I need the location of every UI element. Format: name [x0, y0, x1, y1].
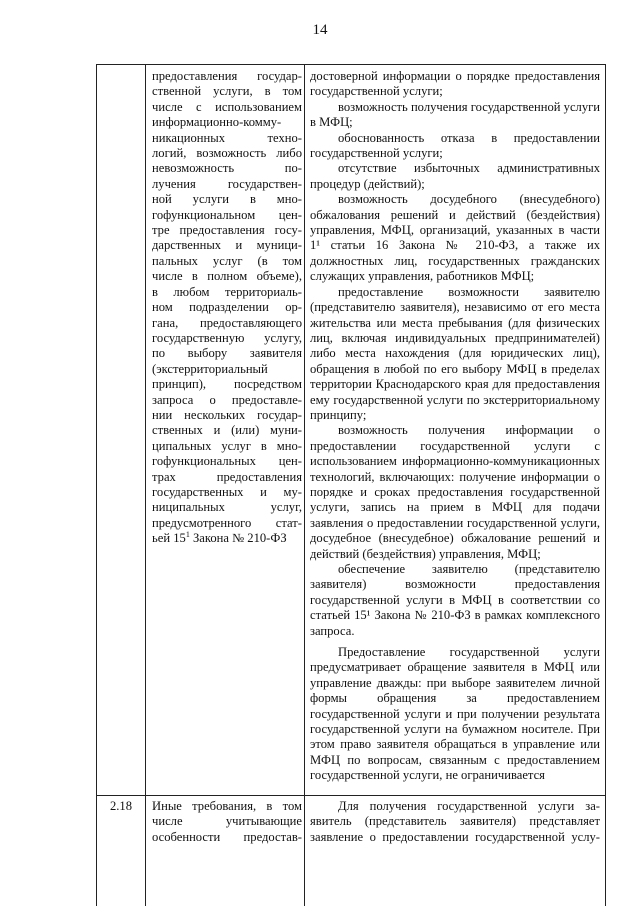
paragraph: обеспечение заявителю (представителю заявителя) возможности предоставления государственной услуги в МФЦ в соответствии со статьей 15¹ Закона № 210-ФЗ в рамках комплексного запроса. — [310, 562, 600, 638]
paragraph: возможность досудебного (внесудебного) обжалования решений и действий (бездействия) управления, МФЦ, организаций, указанных в части 1¹ статьи 16 Закона № 210-ФЗ, а также их должностных лиц, государственных гражданских служащих управления, работников МФЦ; — [310, 192, 600, 284]
paragraph: достоверной информации о порядке предоставления государственной услуги; — [310, 69, 600, 99]
paragraph: обоснованность отказа в предоставлении государственной услуги; — [310, 130, 600, 161]
column-divider-1 — [145, 65, 146, 906]
page-number: 14 — [312, 22, 328, 38]
row-text-cell: Для получения государственной услуги за- явитель (представитель заявителя) представляет заявление о предоставлении государственной услу- — [310, 799, 600, 844]
paragraph: возможность получения информации о предоставлении государственной услуги с использованием информационно-коммуникационных технологий, включающих: получение информации о порядке и сроках предоставления государственной услуги, запись на прием в МФЦ для подачи заявления о предоставлении государственной услуги, досудебное (внесудебное) обжалование решений и действий (бездействия) управления, МФЦ; — [310, 423, 600, 561]
paragraph: отсутствие избыточных административных процедур (действий); — [310, 161, 600, 191]
paragraph: предоставление возможности заявителю (представителю заявителя), независимо от его места жительства или места пребывания (для физических лиц, включая индивидуальных предпринимателей) либо места нахождения (для юридических лиц), обращения в любой по его выбору МФЦ в пределах территории Краснодарского края для предоставления ему государственной услуги по экстерриториальному принципу; — [310, 284, 600, 422]
row-title-cell: Иные требования, в том числе учитывающие особенности предостав- — [152, 799, 302, 844]
column-divider-2 — [304, 65, 305, 906]
document-table — [96, 64, 606, 906]
row-divider — [97, 795, 605, 796]
row-number-cell: 2.18 — [109, 799, 133, 813]
requirement-text-cell — [310, 69, 600, 784]
requirement-title-cell: предоставления государ- ственной услуги, в том числе с использованием информационно-комму- никационных техно- логий, возможность либо невозможность по- лучения государствен- ной услуги в мно- гофункциональном цен- тре предоставления госу- дарственных и муници- пальных услуг (в том числе в полном объеме), в любом территориаль- ном подразделении ор- гана, предоставляющего государственную услугу, по выбору заявителя (экстерриториальный принцип), посредством запроса о предоставле- нии нескольких государ- ственных и (или) муни- ципальных услуг в мно- гофункциональных цен- трах предоставления государственных и му- ниципальных услуг, предусмотренного стат- ьей $15^1$ Закона № 210-ФЗ — [152, 69, 302, 546]
paragraph: Предоставление государственной услуги предусматривает обращение заявителя в МФЦ или управление дважды: при выборе заявителем личной формы обращения за предоставлением государственной услуги и при получении результата государственной услуги на бумажном носителе. При этом право заявителя обращаться в управление или МФЦ по вопросам, связанным с предоставлением государственной услуги, не ограничивается — [310, 645, 600, 783]
paragraph: возможность получения государственной услуги в МФЦ; — [310, 99, 601, 130]
